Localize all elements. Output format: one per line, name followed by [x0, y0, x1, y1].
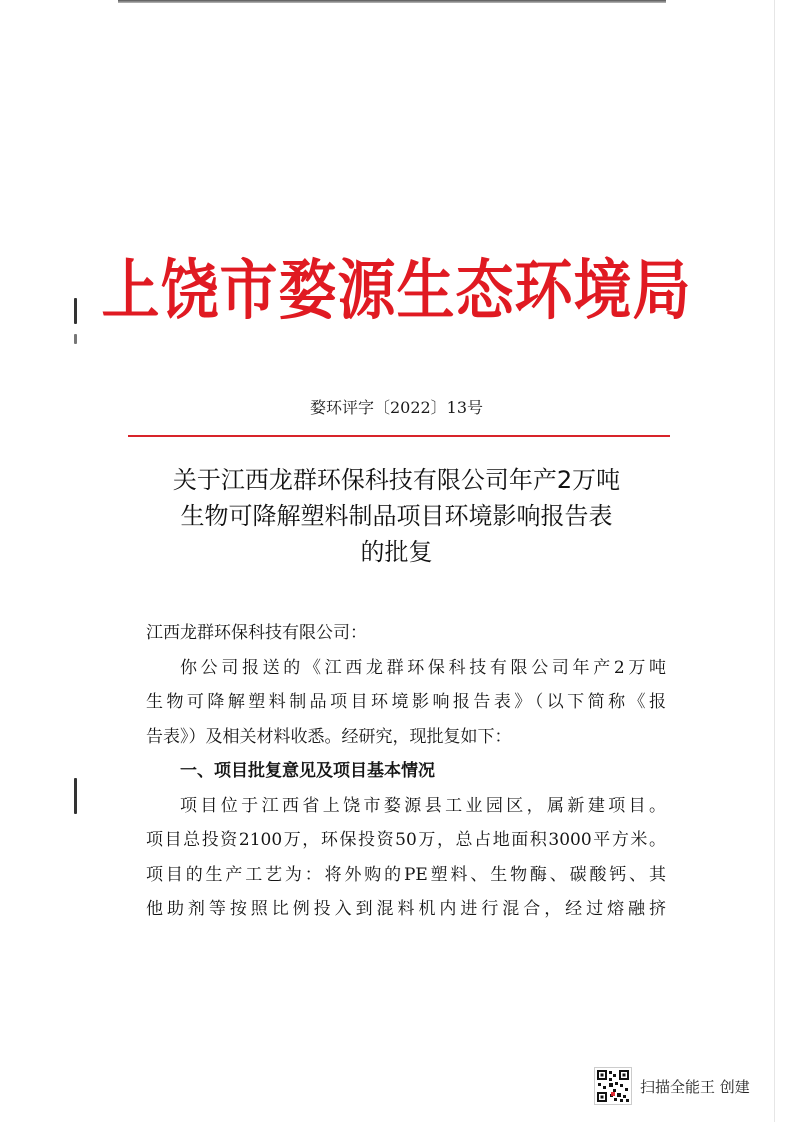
body-line: 项目位于江西省上饶市婺源县工业园区，属新建项目。 — [180, 795, 666, 816]
document-title — [0, 462, 793, 570]
binding-mark — [74, 778, 77, 814]
title-line: 生物可降解塑料制品项目环境影响报告表 — [180, 502, 613, 530]
salutation: 江西龙群环保科技有限公司： — [146, 623, 367, 643]
red-divider — [128, 435, 670, 437]
body-line: 生物可降解塑料制品项目环境影响报告表》（以下简称《报 — [146, 692, 666, 712]
body-line: 项目总投资2100万，环保投资50万，总占地面积3000平方米。 — [146, 830, 666, 850]
document-body — [146, 616, 666, 927]
document-number: 婺环评字〔2022〕13号 — [309, 398, 484, 417]
agency-name: 上饶市婺源生态环境局 — [101, 251, 692, 329]
body-line: 告表》）及相关材料收悉。经研究，现批复如下： — [146, 726, 512, 747]
scanner-watermark — [594, 1066, 750, 1106]
scan-top-edge — [118, 0, 666, 3]
body-line: 你公司报送的《江西龙群环保科技有限公司年产2万吨 — [180, 657, 666, 678]
qr-code-icon — [594, 1067, 632, 1105]
scanner-label: 扫描全能王 创建 — [640, 1077, 750, 1096]
body-line: 项目的生产工艺为：将外购的PE塑料、生物酶、碳酸钙、其 — [146, 864, 666, 885]
body-line: 他助剂等按照比例投入到混料机内进行混合，经过熔融挤 — [146, 899, 666, 919]
title-line: 的批复 — [360, 538, 433, 566]
section-heading: 一、项目批复意见及项目基本情况 — [180, 761, 435, 781]
title-line: 关于江西龙群环保科技有限公司年产2万吨 — [172, 466, 621, 494]
